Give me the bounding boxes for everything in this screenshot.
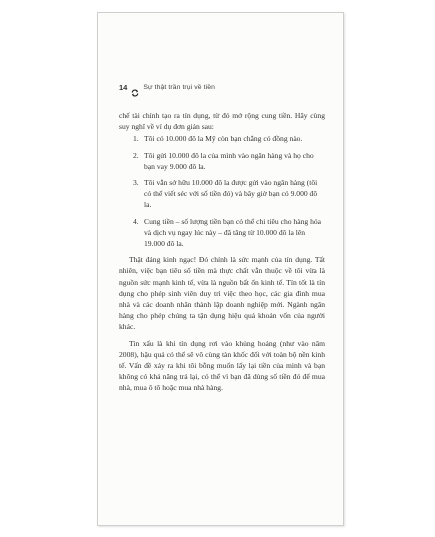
numbered-list [119,133,325,249]
paragraph-credit-power: Thật đáng kinh ngạc! Đó chính là sức mạnh của tín dụng. Tất nhiên, việc bạn tiêu số tiền mà thực chất vẫn thuộc về tôi vừa là nguồn sức mạnh kinh tế, vừa là nguồn bất ổn kinh tế. Tín tốt là tín dụng cho phép sinh viên duy trì việc theo học, các gia đình mua nhà và các doanh nhân thành lập doanh nghiệp mới. Ngành ngân hàng cho phép chúng ta tận dụng hiệu quả khoản vốn của người khác. [119,255,325,332]
book-page [97,12,344,526]
list-item-number: 1. [133,134,139,144]
list-item [133,177,325,211]
list-item-text: Tôi vẫn sở hữu 10.000 đô la được gửi vào ngân hàng (tôi có thể viết séc với số tiền đó) và bây giờ bạn có 9.000 đô la. [144,178,318,210]
circular-arrows-icon [131,84,139,92]
list-item-number: 2. [133,150,139,160]
list-item-text: Cung tiền – số lượng tiền bạn có thể chi tiêu cho hàng hóa và dịch vụ ngay lúc này – đã tăng từ 10.000 đô la lên 19.000 đô la. [144,216,322,249]
list-item [133,150,325,172]
page-number: 14 [119,83,128,92]
list-item [133,133,325,144]
page-header [119,83,215,92]
list-item-number: 4. [133,216,139,226]
list-item-number: 3. [133,178,139,188]
list-item-text: Tôi gửi 10.000 đô la của mình vào ngân hàng và họ cho bạn vay 9.000 đô la. [144,150,314,171]
running-title: Sự thật trần trụi về tiền [143,84,215,91]
list-item [133,216,325,250]
paragraph-intro: chế tài chính tạo ra tín dụng, từ đó mở rộng cung tiền. Hãy cùng suy nghĩ về ví dụ đơn giản sau: [119,111,325,132]
paragraph-credit-crisis: Tin xấu là khi tín dụng rơi vào khủng hoảng (như vào năm 2008), hậu quả có thể sẽ vô cùng tàn khốc đối với toàn bộ nền kinh tế. Vấn đề xảy ra khi tôi bỗng muốn lấy lại tiền của mình và bạn không có khả năng trả lại, có thể vì bạn đã dùng số tiền đó để mua nhà, mua ô tô hoặc mua nhà hàng. [119,338,325,393]
list-item-text: Tôi có 10.000 đô la Mỹ còn bạn chẳng có đồng nào. [144,134,303,144]
page-body [119,110,325,394]
